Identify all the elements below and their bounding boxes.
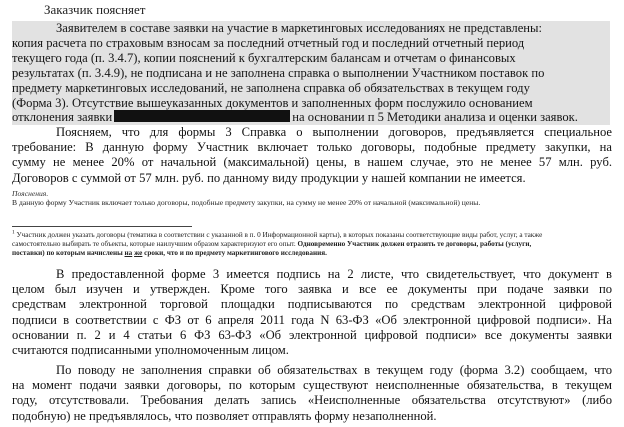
paragraph-line: сумму не менее 20% от начальной (максимальной) цены, в нашем случае, это не менее 57 млн. руб. bbox=[12, 155, 612, 170]
quote-line: Заявителем в составе заявки на участие в маркетинговых исследованиях не представлены: bbox=[56, 21, 542, 35]
note-text: В данную форму Участник включает только договоры, подобные предмету закупки, на сумму не менее 20% от начальной (максимальной) цены. bbox=[12, 198, 481, 207]
form-note-excerpt bbox=[12, 189, 612, 208]
footnote-text: Участник должен указать договоры (тематика в соответствии с указанной в п. 0 Информационной карты), в которых показаны соответствующие виды работ, услуг, а также bbox=[16, 231, 543, 239]
paragraph-line: подобную) не предъявлялось, что позволяет отправлять форму незаполненной. bbox=[12, 408, 437, 423]
footnote-underlined: же bbox=[134, 249, 143, 257]
quote-text: отклонения заявки bbox=[12, 110, 113, 125]
paragraph-line: Поясняем, что для формы 3 Справка о выполнении договоров, предъявляется специальное bbox=[56, 125, 612, 139]
quote-line: предмету маркетинговых исследований, не заполнена справка об обязательствах в текущем году bbox=[12, 80, 530, 95]
paragraph-line: целом был изучен и утвержден. Кроме того заявка и все ее документы при подаче заявки по bbox=[12, 282, 612, 297]
note-caption: Пояснения. bbox=[12, 189, 49, 198]
footnote-underlined: на bbox=[124, 249, 133, 257]
quote-line: результатах (п. 3.4.9), не подписана и не заполнена справка о выполнении Участником поставок по bbox=[12, 65, 545, 80]
paragraph-line: году, отсутствовали. Требования делать запись «Неисполненные обязательства отсутствуют» (либо bbox=[12, 393, 612, 408]
form3-explanation bbox=[12, 125, 612, 186]
paragraph-line: средствам электронной торговой площадки подписываются по средствам электронной цифровой bbox=[12, 297, 612, 312]
paragraph-line: подписи в соответствии с ФЗ от 6 апреля 2011 года N 63-ФЗ «Об электронной цифровой подписи». На bbox=[12, 312, 612, 327]
footnote-divider bbox=[12, 226, 192, 227]
footnote-text: поставки) по которым начислены bbox=[12, 249, 125, 257]
footnote bbox=[12, 231, 612, 258]
footnote-text: сроки, что и по предмету маркетингового исследования. bbox=[142, 249, 327, 257]
quote-line: копия расчета по страховым взносам за последний отчетный год и последний отчетный период bbox=[12, 35, 525, 50]
footnote-line bbox=[12, 249, 612, 258]
footnote-line bbox=[12, 231, 612, 240]
redaction-bar bbox=[114, 110, 290, 122]
paragraph-line: В предоставленной форме 3 имеется подпись на 2 листе, что свидетельствует, что документ в bbox=[56, 267, 612, 281]
paragraph-line: основании п. 2 и 4 статьи 6 ФЗ 63-ФЗ «Об электронной цифровой подписи» все документы заявки bbox=[12, 327, 612, 342]
footnote-bold-text: Одновременно Участник должен отразить те договоры, работы (услуги, bbox=[297, 240, 532, 248]
paragraph-line: Договоров с суммой от 57 млн. руб. по данному виду продукции у нашей компании не имеется. bbox=[12, 170, 526, 185]
quote-line-last bbox=[12, 110, 610, 125]
signature-paragraph bbox=[12, 267, 612, 358]
obligations-paragraph bbox=[12, 363, 612, 424]
footnote-text: самостоятельно выбирать те объекты, которые наилучшим образом характеризуют его опыт. bbox=[12, 240, 296, 248]
paragraph-line: По поводу не заполнения справки об обязательствах в текущем году (форма 3.2) сообщаем, что bbox=[56, 363, 612, 377]
paragraph-line: требование: В данную форму Участник включает только договоры, подобные предмету закупки, на bbox=[12, 140, 612, 155]
quote-text: на основании п 5 Методики анализа и оценки заявок. bbox=[292, 110, 578, 125]
quoted-rejection-text bbox=[12, 21, 610, 125]
paragraph-line: на момент подачи заявки договоры, по которым существуют неисполненные обязательства, в текущем bbox=[12, 378, 612, 393]
section-heading: Заказчик поясняет bbox=[44, 2, 146, 17]
quote-line: (Форма 3). Отсутствие вышеуказанных документов и заполненных форм послужило основанием bbox=[12, 95, 533, 110]
footnote-mark: 1 bbox=[12, 229, 15, 236]
footnote-line bbox=[12, 240, 612, 249]
paragraph-line: считаются подписанными уполномоченным лицом. bbox=[12, 343, 289, 358]
quote-line: текущего года (п. 3.4.7), копии пояснений к бухгалтерским балансам и отчетам о финансовых bbox=[12, 50, 516, 65]
